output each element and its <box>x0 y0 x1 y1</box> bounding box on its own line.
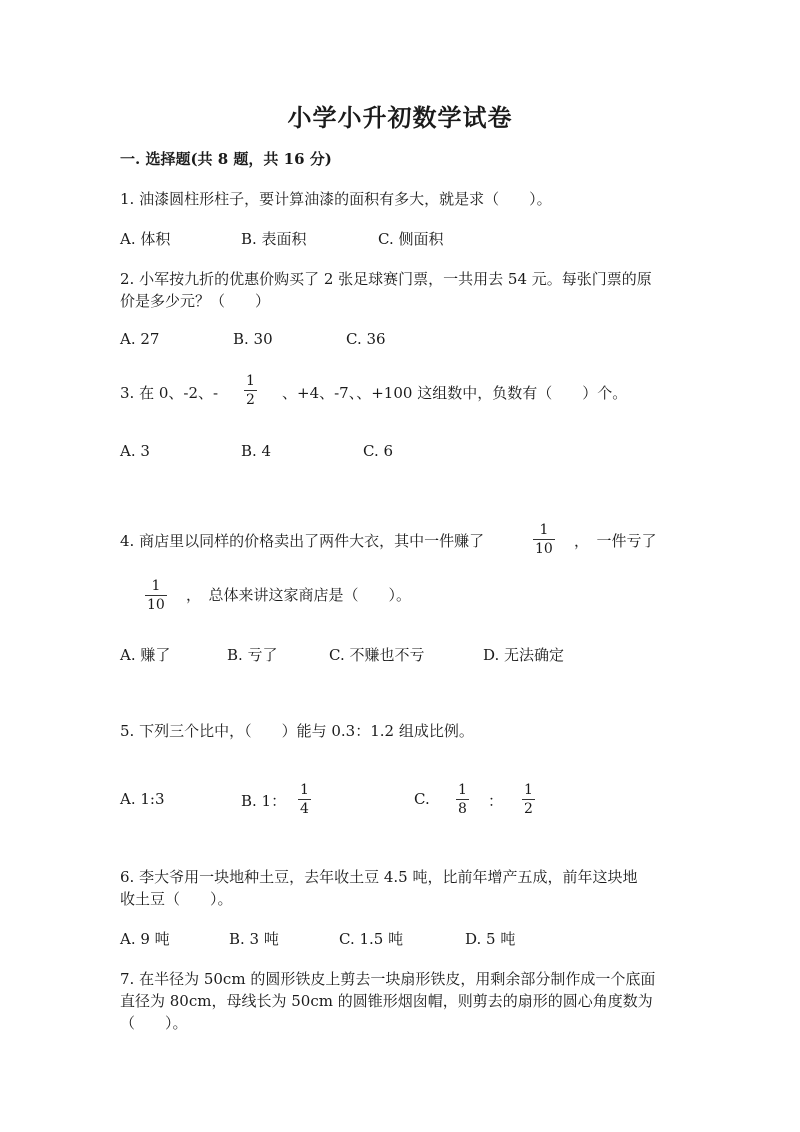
section-heading: 一. 选择题(共 8 题，共 16 分) <box>120 150 332 168</box>
question-1-option-c: C. 侧面积 <box>378 230 444 248</box>
fraction-denominator: 10 <box>535 541 553 557</box>
fraction-bar <box>244 390 257 391</box>
fraction-numerator: 1 <box>524 782 533 798</box>
question-5-text: 5. 下列三个比中，（ ）能与 0.3：1.2 组成比例。 <box>120 722 474 740</box>
fraction-denominator: 10 <box>147 597 165 613</box>
question-5-option-c-fraction-1 <box>456 782 469 817</box>
question-1-option-a: A. 体积 <box>120 230 171 248</box>
question-5-option-c: C. <box>414 790 430 808</box>
page-title: 小学小升初数学试卷 <box>287 103 513 132</box>
question-2-line-2: 价是多少元？（ ） <box>120 292 271 310</box>
question-6-option-c: C. 1.5 吨 <box>339 930 404 948</box>
question-6-option-b: B. 3 吨 <box>229 930 279 948</box>
question-4-text-end: ， 总体来讲这家商店是（ ）。 <box>186 586 412 604</box>
fraction-numerator: 1 <box>151 578 161 594</box>
question-2-option-c: C. 36 <box>346 330 386 348</box>
question-5-option-b: B. 1： <box>241 792 287 810</box>
question-4-fraction-2 <box>145 578 167 613</box>
fraction-bar <box>533 539 555 540</box>
question-6-option-d: D. 5 吨 <box>465 930 516 948</box>
fraction-denominator: 2 <box>246 392 255 408</box>
question-6-line-2: 收土豆（ ）。 <box>120 890 233 908</box>
question-3-fraction <box>244 373 257 408</box>
fraction-numerator: 1 <box>246 373 255 389</box>
question-3-option-b: B. 4 <box>241 442 272 460</box>
question-5-option-a: A. 1:3 <box>120 790 165 808</box>
question-6-line-1: 6. 李大爷用一块地种土豆，去年收土豆 4.5 吨，比前年增产五成，前年这块地 <box>120 868 638 886</box>
fraction-denominator: 2 <box>524 801 533 817</box>
question-2-line-1: 2. 小军按九折的优惠价购买了 2 张足球赛门票，一共用去 54 元。每张门票的原 <box>120 270 652 288</box>
fraction-denominator: 8 <box>458 801 467 817</box>
question-3-text-end: 、+4、-7、、+100 这组数中，负数有（ ）个。 <box>282 384 628 402</box>
fraction-denominator: 4 <box>300 801 309 817</box>
question-4-option-b: B. 亏了 <box>227 646 278 664</box>
fraction-bar <box>298 799 311 800</box>
question-7-line-3: （ ）。 <box>120 1014 188 1032</box>
fraction-bar <box>522 799 535 800</box>
question-3-option-a: A. 3 <box>120 442 150 460</box>
question-4-option-c: C. 不赚也不亏 <box>329 646 425 664</box>
fraction-numerator: 1 <box>458 782 467 798</box>
question-6-option-a: A. 9 吨 <box>120 930 170 948</box>
fraction-bar <box>145 595 167 596</box>
question-7-line-1: 7. 在半径为 50cm 的圆形铁皮上剪去一块扇形铁皮，用剩余部分制作成一个底面 <box>120 970 656 988</box>
question-5-option-b-fraction <box>298 782 311 817</box>
question-2-option-b: B. 30 <box>233 330 273 348</box>
question-4-option-d: D. 无法确定 <box>483 646 565 664</box>
question-4-text-middle: ， 一件亏了 <box>574 532 657 550</box>
question-4-text-start: 4. 商店里以同样的价格卖出了两件大衣，其中一件赚了 <box>120 532 485 550</box>
question-3-option-c: C. 6 <box>363 442 394 460</box>
question-4-option-a: A. 赚了 <box>120 646 171 664</box>
fraction-bar <box>456 799 469 800</box>
question-5-option-c-colon: ： <box>488 792 504 810</box>
question-3-text-start: 3. 在 0、-2、- <box>120 384 219 402</box>
question-7-line-2: 直径为 80cm，母线长为 50cm 的圆锥形烟囱帽，则剪去的扇形的圆心角度数为 <box>120 992 653 1010</box>
question-4-fraction-1 <box>533 522 555 557</box>
question-2-option-a: A. 27 <box>120 330 160 348</box>
fraction-numerator: 1 <box>300 782 309 798</box>
question-1-text: 1. 油漆圆柱形柱子，要计算油漆的面积有多大，就是求（ ）。 <box>120 190 552 208</box>
question-1-option-b: B. 表面积 <box>241 230 307 248</box>
fraction-numerator: 1 <box>539 522 549 538</box>
question-5-option-c-fraction-2 <box>522 782 535 817</box>
